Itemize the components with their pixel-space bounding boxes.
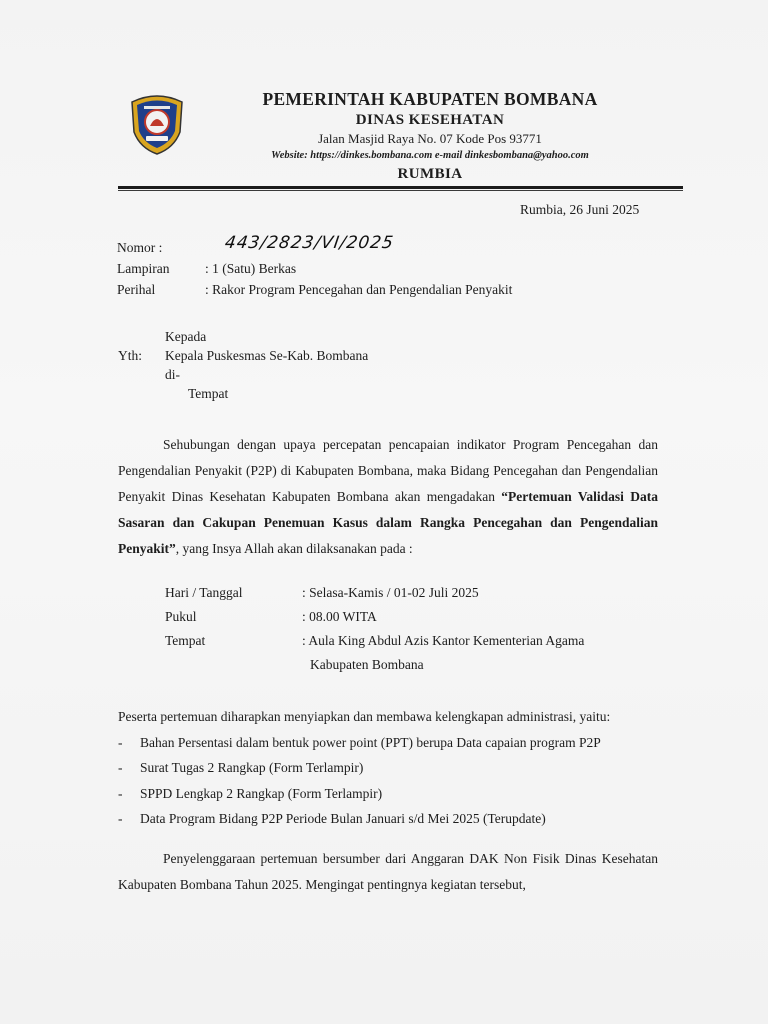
schedule-label: Pukul bbox=[165, 609, 197, 624]
intro-paragraph bbox=[118, 432, 658, 562]
schedule-row bbox=[165, 653, 584, 677]
schedule-row bbox=[165, 629, 584, 653]
schedule-value: Kabupaten Bombana bbox=[310, 657, 424, 672]
lampiran-value: : 1 (Satu) Berkas bbox=[205, 261, 297, 276]
list-item: - Bahan Persentasi dalam bentuk power point (PPT) berupa Data capaian program P2P bbox=[118, 730, 610, 756]
meeting-title: “Pertemuan Validasi Data Sasaran dan Cakupan Penemuan Kasus dalam Rangka Pencegahan dan Pengendalian Penyakit” bbox=[118, 489, 658, 556]
office-city: RUMBIA bbox=[397, 166, 463, 182]
letterhead-divider-thin bbox=[118, 190, 683, 191]
requirement-text: Bahan Persentasi dalam bentuk power point (PPT) berupa Data capaian program P2P bbox=[140, 734, 601, 750]
nomor-handwritten-value: 443/2823/VI/2025 bbox=[223, 233, 396, 253]
list-item: - Data Program Bidang P2P Periode Bulan Januari s/d Mei 2025 (Terupdate) bbox=[118, 806, 610, 832]
requirements-list bbox=[118, 730, 610, 832]
recipient-kepada: Kepada bbox=[165, 329, 207, 344]
schedule-label bbox=[165, 653, 302, 677]
nomor-label: Nomor : bbox=[117, 240, 163, 255]
department-name: DINAS KESEHATAN bbox=[355, 112, 505, 128]
requirement-text: Surat Tugas 2 Rangkap (Form Terlampir) bbox=[140, 760, 364, 775]
government-name: PEMERINTAH KABUPATEN BOMBANA bbox=[262, 89, 598, 109]
schedule-value: : 08.00 WITA bbox=[302, 609, 377, 624]
list-item: - Surat Tugas 2 Rangkap (Form Terlampir) bbox=[118, 755, 610, 781]
list-item: - SPPD Lengkap 2 Rangkap (Form Terlampir) bbox=[118, 781, 610, 807]
schedule-table bbox=[165, 581, 584, 677]
requirement-text: Data Program Bidang P2P Periode Bulan Januari s/d Mei 2025 (Terupdate) bbox=[140, 811, 546, 826]
letterhead bbox=[230, 88, 630, 185]
closing-text: Penyelenggaraan pertemuan bersumber dari Anggaran DAK Non Fisik Dinas Kesehatan Kabupaten Bombana Tahun 2025. Mengingat pentingnya kegiatan tersebut, bbox=[118, 851, 658, 892]
intro-closing-text: , yang Insya Allah akan dilaksanakan pada : bbox=[175, 541, 413, 556]
perihal-label: Perihal bbox=[117, 282, 156, 297]
schedule-value: : Aula King Abdul Azis Kantor Kementerian Agama bbox=[302, 633, 585, 648]
intro-text: Sehubungan dengan upaya percepatan pencapaian indikator Program Pencegahan dan Pengendalian Penyakit (P2P) di Kabupaten Bombana, maka Bidang Pencegahan dan Pengendalian Penyakit Dinas Kesehatan Kabupaten Bombana akan mengadakan bbox=[118, 437, 658, 504]
perihal-value: : Rakor Program Pencegahan dan Pengendalian Penyakit bbox=[205, 282, 513, 297]
schedule-row bbox=[165, 581, 584, 605]
requirement-text: SPPD Lengkap 2 Rangkap (Form Terlampir) bbox=[140, 785, 383, 801]
bombana-regency-crest-icon bbox=[128, 92, 186, 156]
requirements-intro: Peserta pertemuan diharapkan menyiapkan dan membawa kelengkapan administrasi, yaitu: bbox=[118, 709, 611, 724]
office-address: Jalan Masjid Raya No. 07 Kode Pos 93771 bbox=[318, 131, 542, 146]
recipient-yth-label: Yth: bbox=[118, 348, 143, 363]
letter-date: Rumbia, 26 Juni 2025 bbox=[520, 202, 640, 217]
schedule-value: : Selasa-Kamis / 01-02 Juli 2025 bbox=[302, 585, 479, 600]
requirements-section bbox=[118, 704, 610, 832]
lampiran-label: Lampiran bbox=[117, 261, 170, 276]
schedule-row bbox=[165, 605, 584, 629]
recipient-name: Kepala Puskesmas Se-Kab. Bombana bbox=[165, 348, 369, 363]
letterhead-divider-thick bbox=[118, 186, 683, 189]
office-website-email: Website: https://dinkes.bombana.com e-mail dinkesbombana@yahoo.com bbox=[271, 150, 589, 161]
schedule-label: Tempat bbox=[165, 633, 206, 648]
schedule-label: Hari / Tanggal bbox=[165, 585, 243, 600]
recipient-tempat: Tempat bbox=[188, 386, 229, 401]
closing-paragraph bbox=[118, 846, 658, 898]
recipient-di: di- bbox=[165, 367, 180, 382]
